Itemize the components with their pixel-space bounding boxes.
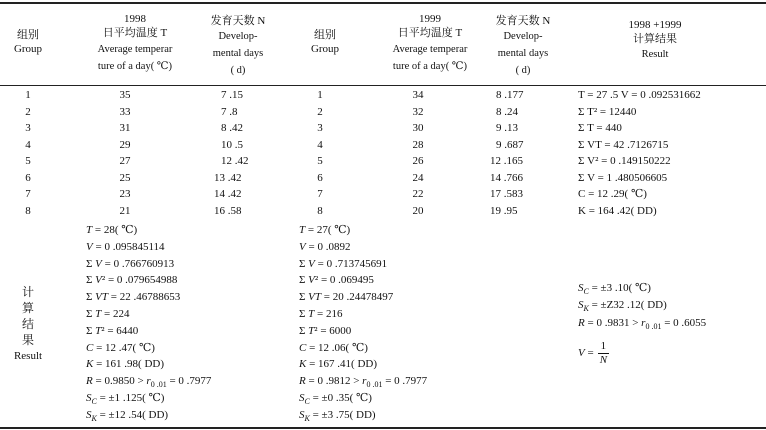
group-header-en: Group [310,43,340,55]
year-1999: 1999 [419,13,441,25]
row6-group-1998: 6 [25,172,31,184]
row6-result: Σ V = 1 .480506605 [578,172,668,184]
row4-temp-1999: 28 [412,139,424,151]
row1-dev-1998: 7 .15 [221,89,243,101]
result-line: Σ T = 224 [86,308,130,320]
temp-header-cn: 日平均温度 T [102,27,168,39]
row5-result: Σ V² = 0 .149150222 [578,155,671,167]
temp-header-en2: ture of a day( ℃) [97,61,173,72]
result-line: Σ T² = 6440 [86,324,139,337]
result-line: K = 167 .41( DD) [299,358,378,371]
row1-dev-1999: 8 .177 [496,89,524,101]
result-line: C = 12 .47( ℃) [86,341,155,354]
header-rule [0,85,766,86]
row7-group-1999: 7 [317,188,323,200]
result-line: T = 27( ℃) [299,224,351,236]
row3-dev-1999: 9 .13 [496,122,518,134]
result-line: K = 161 .98( DD) [86,358,165,371]
row2-dev-1999: 8 .24 [496,106,518,118]
row6-dev-1999: 14 .766 [490,172,523,184]
temp-header-1998 [70,12,200,74]
result-line: Σ V² = 0 .069495 [299,274,374,287]
row4-dev-1999: 9 .687 [496,139,524,151]
group-header-1999 [305,28,345,56]
row6-temp-1998: 25 [119,172,131,184]
row2-temp-1998: 33 [119,106,131,118]
row5-group-1998: 5 [25,155,31,167]
group-header-cn: 组别 [17,29,39,41]
row7-temp-1998: 23 [119,188,131,200]
result-label-char: 果 [21,333,34,347]
temp-header-1999 [365,12,495,74]
combined-en: Result [641,49,669,60]
result-line: Σ VT = 20 .24478497 [299,291,394,304]
result-line: $S_K = \pm Z32$ .12( DD) [578,299,667,314]
row6-group-1999: 6 [317,172,323,184]
group-header-en: Group [13,43,43,55]
row6-dev-1998: 13 .42 [214,172,242,184]
dev-header-en2: mental days [497,48,549,59]
row1-group-1998: 1 [25,89,31,101]
row8-group-1999: 8 [317,205,323,217]
row6-temp-1999: 24 [412,172,424,184]
result-line: $S_C = \pm 1$ .125( ℃) [86,392,165,407]
group-header-cn: 组别 [314,29,336,41]
result-line: Σ VT = 22 .46788653 [86,291,181,304]
row8-dev-1999: 19 .95 [490,205,518,217]
dev-header-en2: mental days [212,48,264,59]
row7-dev-1998: 14 .42 [214,188,242,200]
result-label-char: 计 [21,285,34,299]
row1-result: T = 27 .5 V = 0 .092531662 [578,89,701,101]
row8-temp-1998: 21 [119,205,131,217]
row1-temp-1999: 34 [412,89,424,101]
row3-result: Σ T = 440 [578,122,622,134]
row4-group-1999: 4 [317,139,323,151]
row3-temp-1999: 30 [412,122,424,134]
result-line: $S_C = \pm 3$ .10( ℃) [578,282,651,297]
row1-group-1999: 1 [317,89,323,101]
result-line: Σ V = 0 .713745691 [299,257,388,270]
row5-dev-1999: 12 .165 [490,155,523,167]
result-line: $S_K = \pm 3$ .75( DD) [299,408,376,423]
row7-temp-1999: 22 [412,188,424,200]
result-line: Σ T = 216 [299,308,343,320]
result-line: $S_K = \pm 12$ .54( DD) [86,408,169,423]
result-row-label [6,284,50,364]
result-line: $R = 0.9850 > r_{0 .01} = 0$ .7977 [86,375,212,390]
result-line: R = 0 $.9812 > r_{0 .01} = 0$ .7977 [299,375,428,390]
row3-group-1999: 3 [317,122,323,134]
row4-dev-1998: 10 .5 [221,139,243,151]
row5-temp-1999: 26 [412,155,424,167]
row5-dev-1998: 12 .42 [221,155,249,167]
row2-temp-1999: 32 [412,106,424,118]
dev-header-unit: ( d) [515,65,531,76]
dev-header-en1: Develop- [218,31,258,42]
dev-header-1998 [200,14,276,78]
v-equals-1-over-n: V = $\frac{1}{N}$ [578,340,608,366]
result-line: Σ T² = 6000 [299,324,352,337]
temp-header-cn: 日平均温度 T [397,27,463,39]
result-line: Σ V² = 0 .079654988 [86,274,178,287]
result-line: R = 0 $.9831 > r_{0 .01} = 0$ .6055 [578,317,707,332]
row2-dev-1998: 7 .8 [221,106,238,118]
result-line: C = 12 .06( ℃) [299,341,368,354]
result-label-en: Result [13,350,43,362]
row5-group-1999: 5 [317,155,323,167]
temp-header-en2: ture of a day( ℃) [392,61,468,72]
dev-header-en1: Develop- [503,31,543,42]
row3-temp-1998: 31 [119,122,131,134]
result-line: T = 28( ℃) [86,224,138,236]
year-1998: 1998 [124,13,146,25]
bottom-rule [0,427,766,429]
row8-result: K = 164 .42( DD) [578,205,657,217]
row7-dev-1999: 17 .583 [490,188,523,200]
row4-group-1998: 4 [25,139,31,151]
combined-cn: 计算结果 [633,33,677,45]
row8-dev-1998: 16 .58 [214,205,242,217]
row7-group-1998: 7 [25,188,31,200]
row3-group-1998: 3 [25,122,31,134]
row8-temp-1999: 20 [412,205,424,217]
top-rule [0,2,766,4]
row4-result: Σ VT = 42 .7126715 [578,139,669,151]
row2-group-1998: 2 [25,106,31,118]
result-line: V = 0 .095845114 [86,240,165,253]
row2-group-1999: 2 [317,106,323,118]
dev-header-1999 [483,14,563,78]
temp-header-en1: Average temperar [392,44,468,55]
temp-header-en1: Average temperar [97,44,173,55]
row4-temp-1998: 29 [119,139,131,151]
result-label-char: 算 [21,301,34,315]
row2-result: Σ T² = 12440 [578,106,637,118]
combined-header [595,18,715,62]
row5-temp-1998: 27 [119,155,131,167]
dev-header-unit: ( d) [230,65,246,76]
result-line: V = 0 .0892 [299,240,351,253]
group-header-1998 [8,28,48,56]
result-line: $S_C = \pm 0$ .35( ℃) [299,392,372,407]
row1-temp-1998: 35 [119,89,131,101]
row7-result: C = 12 .29( ℃) [578,188,647,200]
result-line: Σ V = 0 .766760913 [86,257,175,270]
row3-dev-1998: 8 .42 [221,122,243,134]
dev-header-cn: 发育天数 N [210,15,266,27]
combined-title: 1998 +1999 [628,19,682,31]
row8-group-1998: 8 [25,205,31,217]
result-label-char: 结 [21,317,34,331]
dev-header-cn: 发育天数 N [495,15,551,27]
